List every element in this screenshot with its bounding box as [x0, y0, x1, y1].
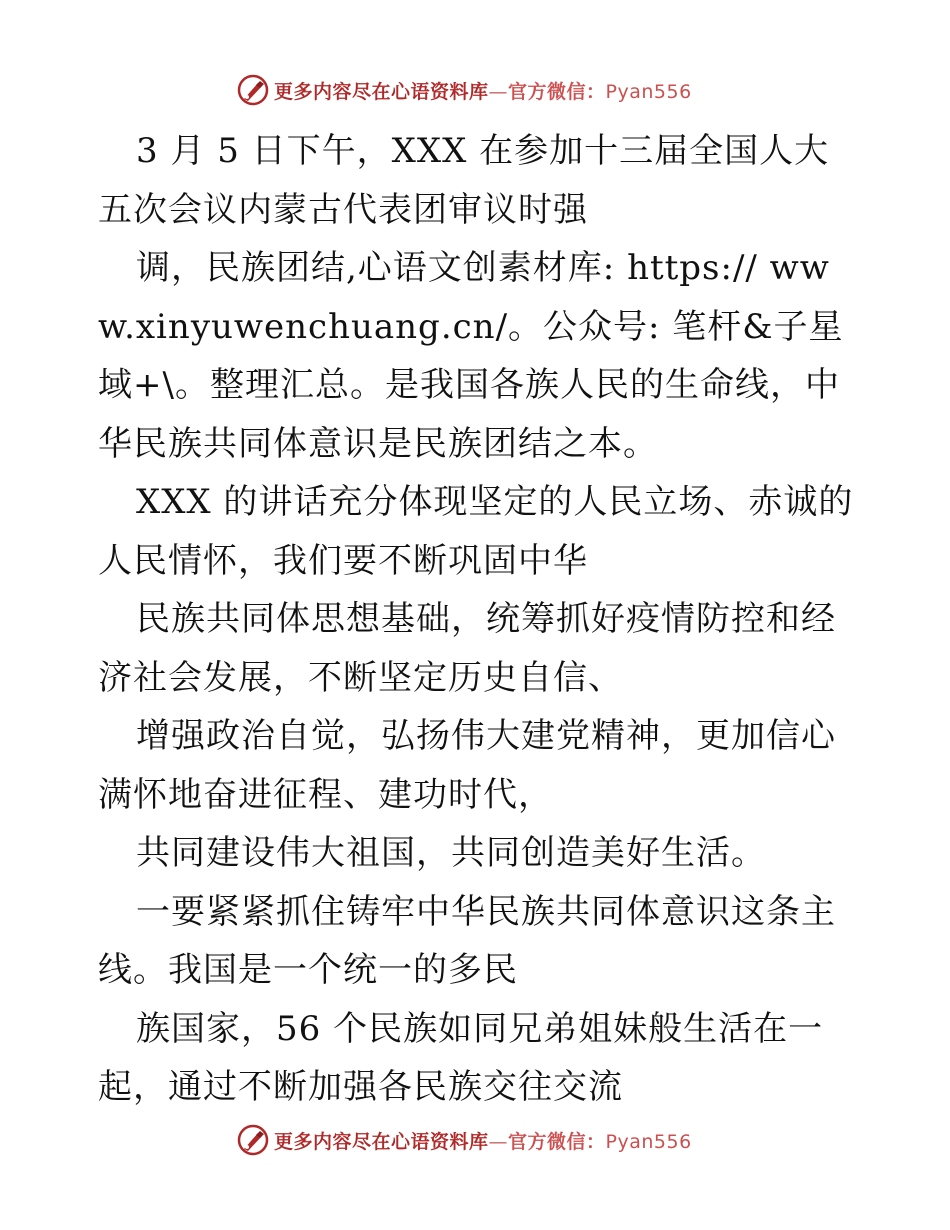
header-watermark-banner [236, 72, 692, 108]
paragraph-3: XXX 的讲话充分体现坚定的人民立场、赤诚的人民情怀，我们要不断巩固中华 [98, 482, 854, 581]
paragraph-8: 族国家，56 个民族如同兄弟姐妹般生活在一起，通过不断加强各民族交往交流 [98, 1008, 824, 1107]
paragraph-2: 调，民族团结,心语文创素材库: https:// www.xinyuwenchuang.cn/。公众号: 笔杆&子星域+\。整理汇总。是我国各族人民的生命线，中华民族共同体意识是民族团结之本。 [98, 248, 844, 464]
watermark-wechat-id: Pyan556 [605, 80, 692, 103]
paragraph-4: 民族共同体思想基础，统筹抓好疫情防控和经济社会发展，不断坚定历史自信、 [98, 599, 836, 698]
watermark-wechat-label: 官方微信： [508, 1130, 606, 1153]
paragraph-7: 一要紧紧抓住铸牢中华民族共同体意识这条主线。我国是一个统一的多民 [98, 891, 836, 990]
document-body [98, 122, 858, 1117]
watermark-brand: 更多内容尽在心语资料库 [274, 80, 489, 103]
watermark-wechat-label: 官方微信： [508, 80, 606, 103]
paragraph-5: 增强政治自觉，弘扬伟大建党精神，更加信心满怀地奋进征程、建功时代， [98, 716, 836, 815]
footer-watermark-banner [236, 1122, 692, 1158]
paragraph-6: 共同建设伟大祖国，共同创造美好生活。 [136, 833, 766, 873]
watermark-separator: — [488, 1130, 509, 1153]
pen-logo-icon [236, 1123, 270, 1157]
watermark-separator: — [488, 80, 509, 103]
watermark-text [274, 77, 692, 104]
paragraph-1: 3 月 5 日下午，XXX 在参加十三届全国人大五次会议内蒙古代表团审议时强 [98, 131, 830, 230]
watermark-wechat-id: Pyan556 [605, 1130, 692, 1153]
watermark-text [274, 1127, 692, 1154]
pen-logo-icon [236, 73, 270, 107]
watermark-brand: 更多内容尽在心语资料库 [274, 1130, 489, 1153]
